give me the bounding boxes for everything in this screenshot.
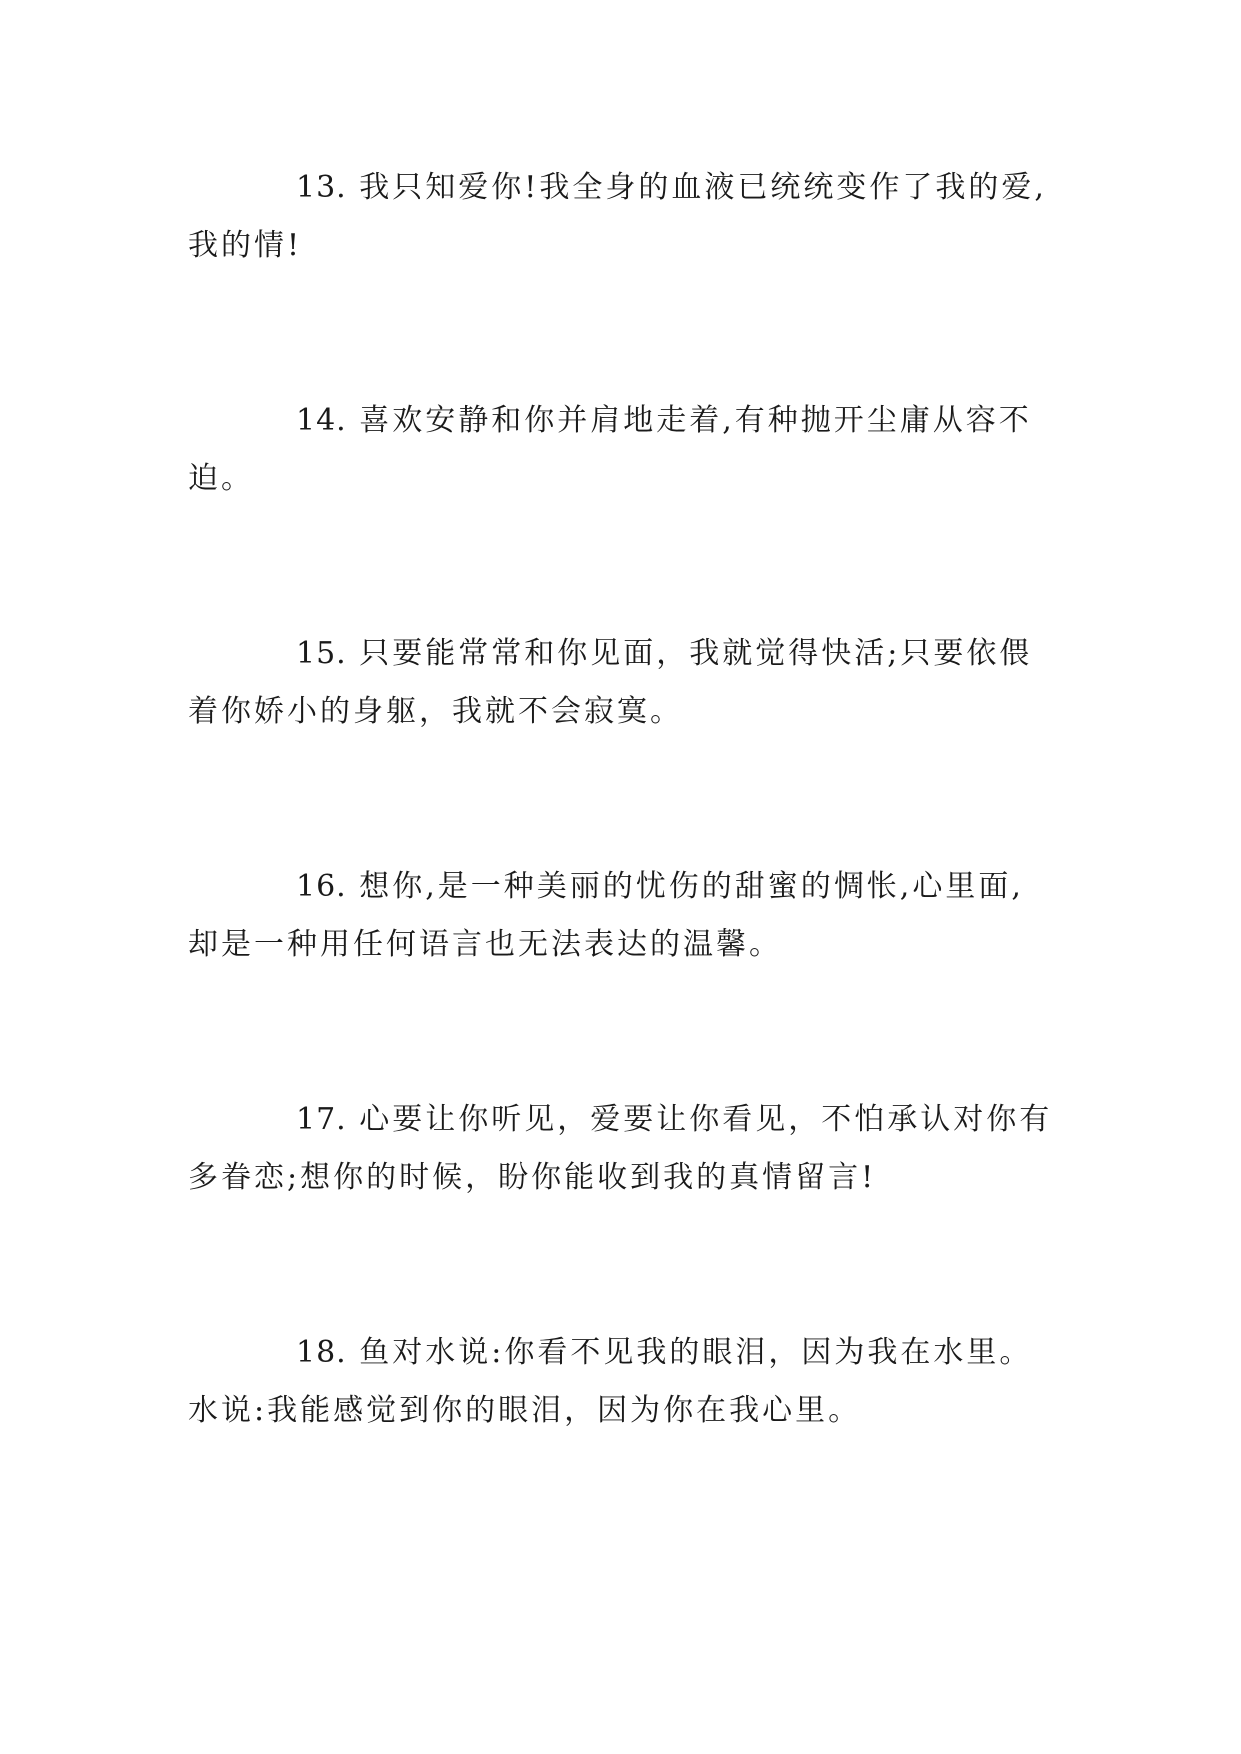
item-text-line-1: 我只知爱你!我全身的血液已统统变作了我的爱, bbox=[359, 170, 1047, 205]
item-number: 15. bbox=[296, 636, 347, 671]
list-item bbox=[188, 858, 1068, 974]
item-number: 18. bbox=[296, 1335, 347, 1370]
list-item bbox=[188, 1324, 1068, 1440]
item-text-line-2: 迫。 bbox=[188, 461, 254, 496]
item-text-line-1: 心要让你听见，爱要让你看见，不怕承认对你有 bbox=[359, 1102, 1053, 1137]
item-number: 17. bbox=[296, 1102, 347, 1137]
list-item bbox=[188, 159, 1068, 275]
item-text-line-1: 想你,是一种美丽的忧伤的甜蜜的惆怅,心里面, bbox=[359, 869, 1024, 904]
item-text-line-2: 多眷恋;想你的时候，盼你能收到我的真情留言! bbox=[188, 1160, 877, 1195]
item-text-line-1: 只要能常常和你见面，我就觉得快活;只要依偎 bbox=[359, 636, 1033, 671]
item-text-line-2: 我的情! bbox=[188, 228, 303, 263]
item-text-line-2: 水说:我能感觉到你的眼泪，因为你在我心里。 bbox=[188, 1393, 862, 1428]
list-item bbox=[188, 392, 1068, 508]
list-item bbox=[188, 1091, 1068, 1207]
list-item bbox=[188, 625, 1068, 741]
item-text-line-2: 着你娇小的身躯，我就不会寂寞。 bbox=[188, 694, 683, 729]
item-text-line-1: 喜欢安静和你并肩地走着,有种抛开尘庸从容不 bbox=[359, 403, 1032, 438]
item-number: 13. bbox=[296, 170, 347, 205]
item-number: 14. bbox=[296, 403, 347, 438]
item-text-line-2: 却是一种用任何语言也无法表达的温馨。 bbox=[188, 927, 782, 962]
item-number: 16. bbox=[296, 869, 347, 904]
item-text-line-1: 鱼对水说:你看不见我的眼泪，因为我在水里。 bbox=[359, 1335, 1033, 1370]
